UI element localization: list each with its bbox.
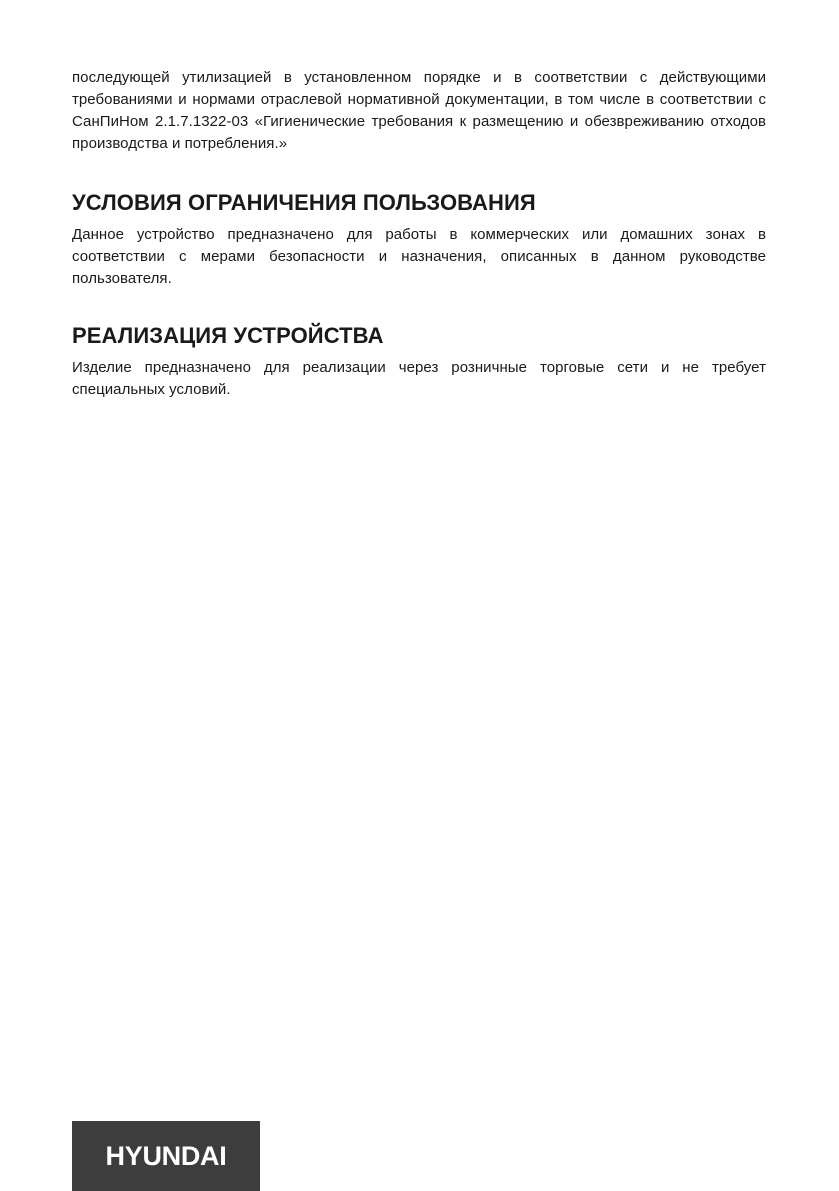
section-heading-device-sales: РЕАЛИЗАЦИЯ УСТРОЙСТВА bbox=[72, 323, 384, 348]
section-body-usage-restrictions: Данное устройство предназначено для работы в коммерческих или домашних зонах в соответствии с мерами безопасности и назначения, описанных в данном руководстве пользователя. bbox=[72, 226, 766, 287]
section-body-device-sales: Изделие предназначено для реализации через розничные торговые сети и не требует специальных условий. bbox=[72, 359, 766, 398]
section-heading-usage-restrictions: УСЛОВИЯ ОГРАНИЧЕНИЯ ПОЛЬЗОВАНИЯ bbox=[72, 190, 536, 215]
section-usage-restrictions bbox=[72, 188, 766, 290]
intro-block bbox=[72, 67, 766, 155]
brand-logo-text: HYUNDAI bbox=[105, 1140, 227, 1171]
brand-logo bbox=[72, 1121, 260, 1191]
section-device-sales bbox=[72, 321, 766, 401]
intro-paragraph: последующей утилизацией в установленном порядке и в соответствии с действующими требованиями и нормами отраслевой нормативной документации, в том числе в соответствии с СанПиНом 2.1.7.1322-03 «Гигиенические требования к размещению и обезвреживанию отходов производства и потребления.» bbox=[72, 69, 766, 152]
